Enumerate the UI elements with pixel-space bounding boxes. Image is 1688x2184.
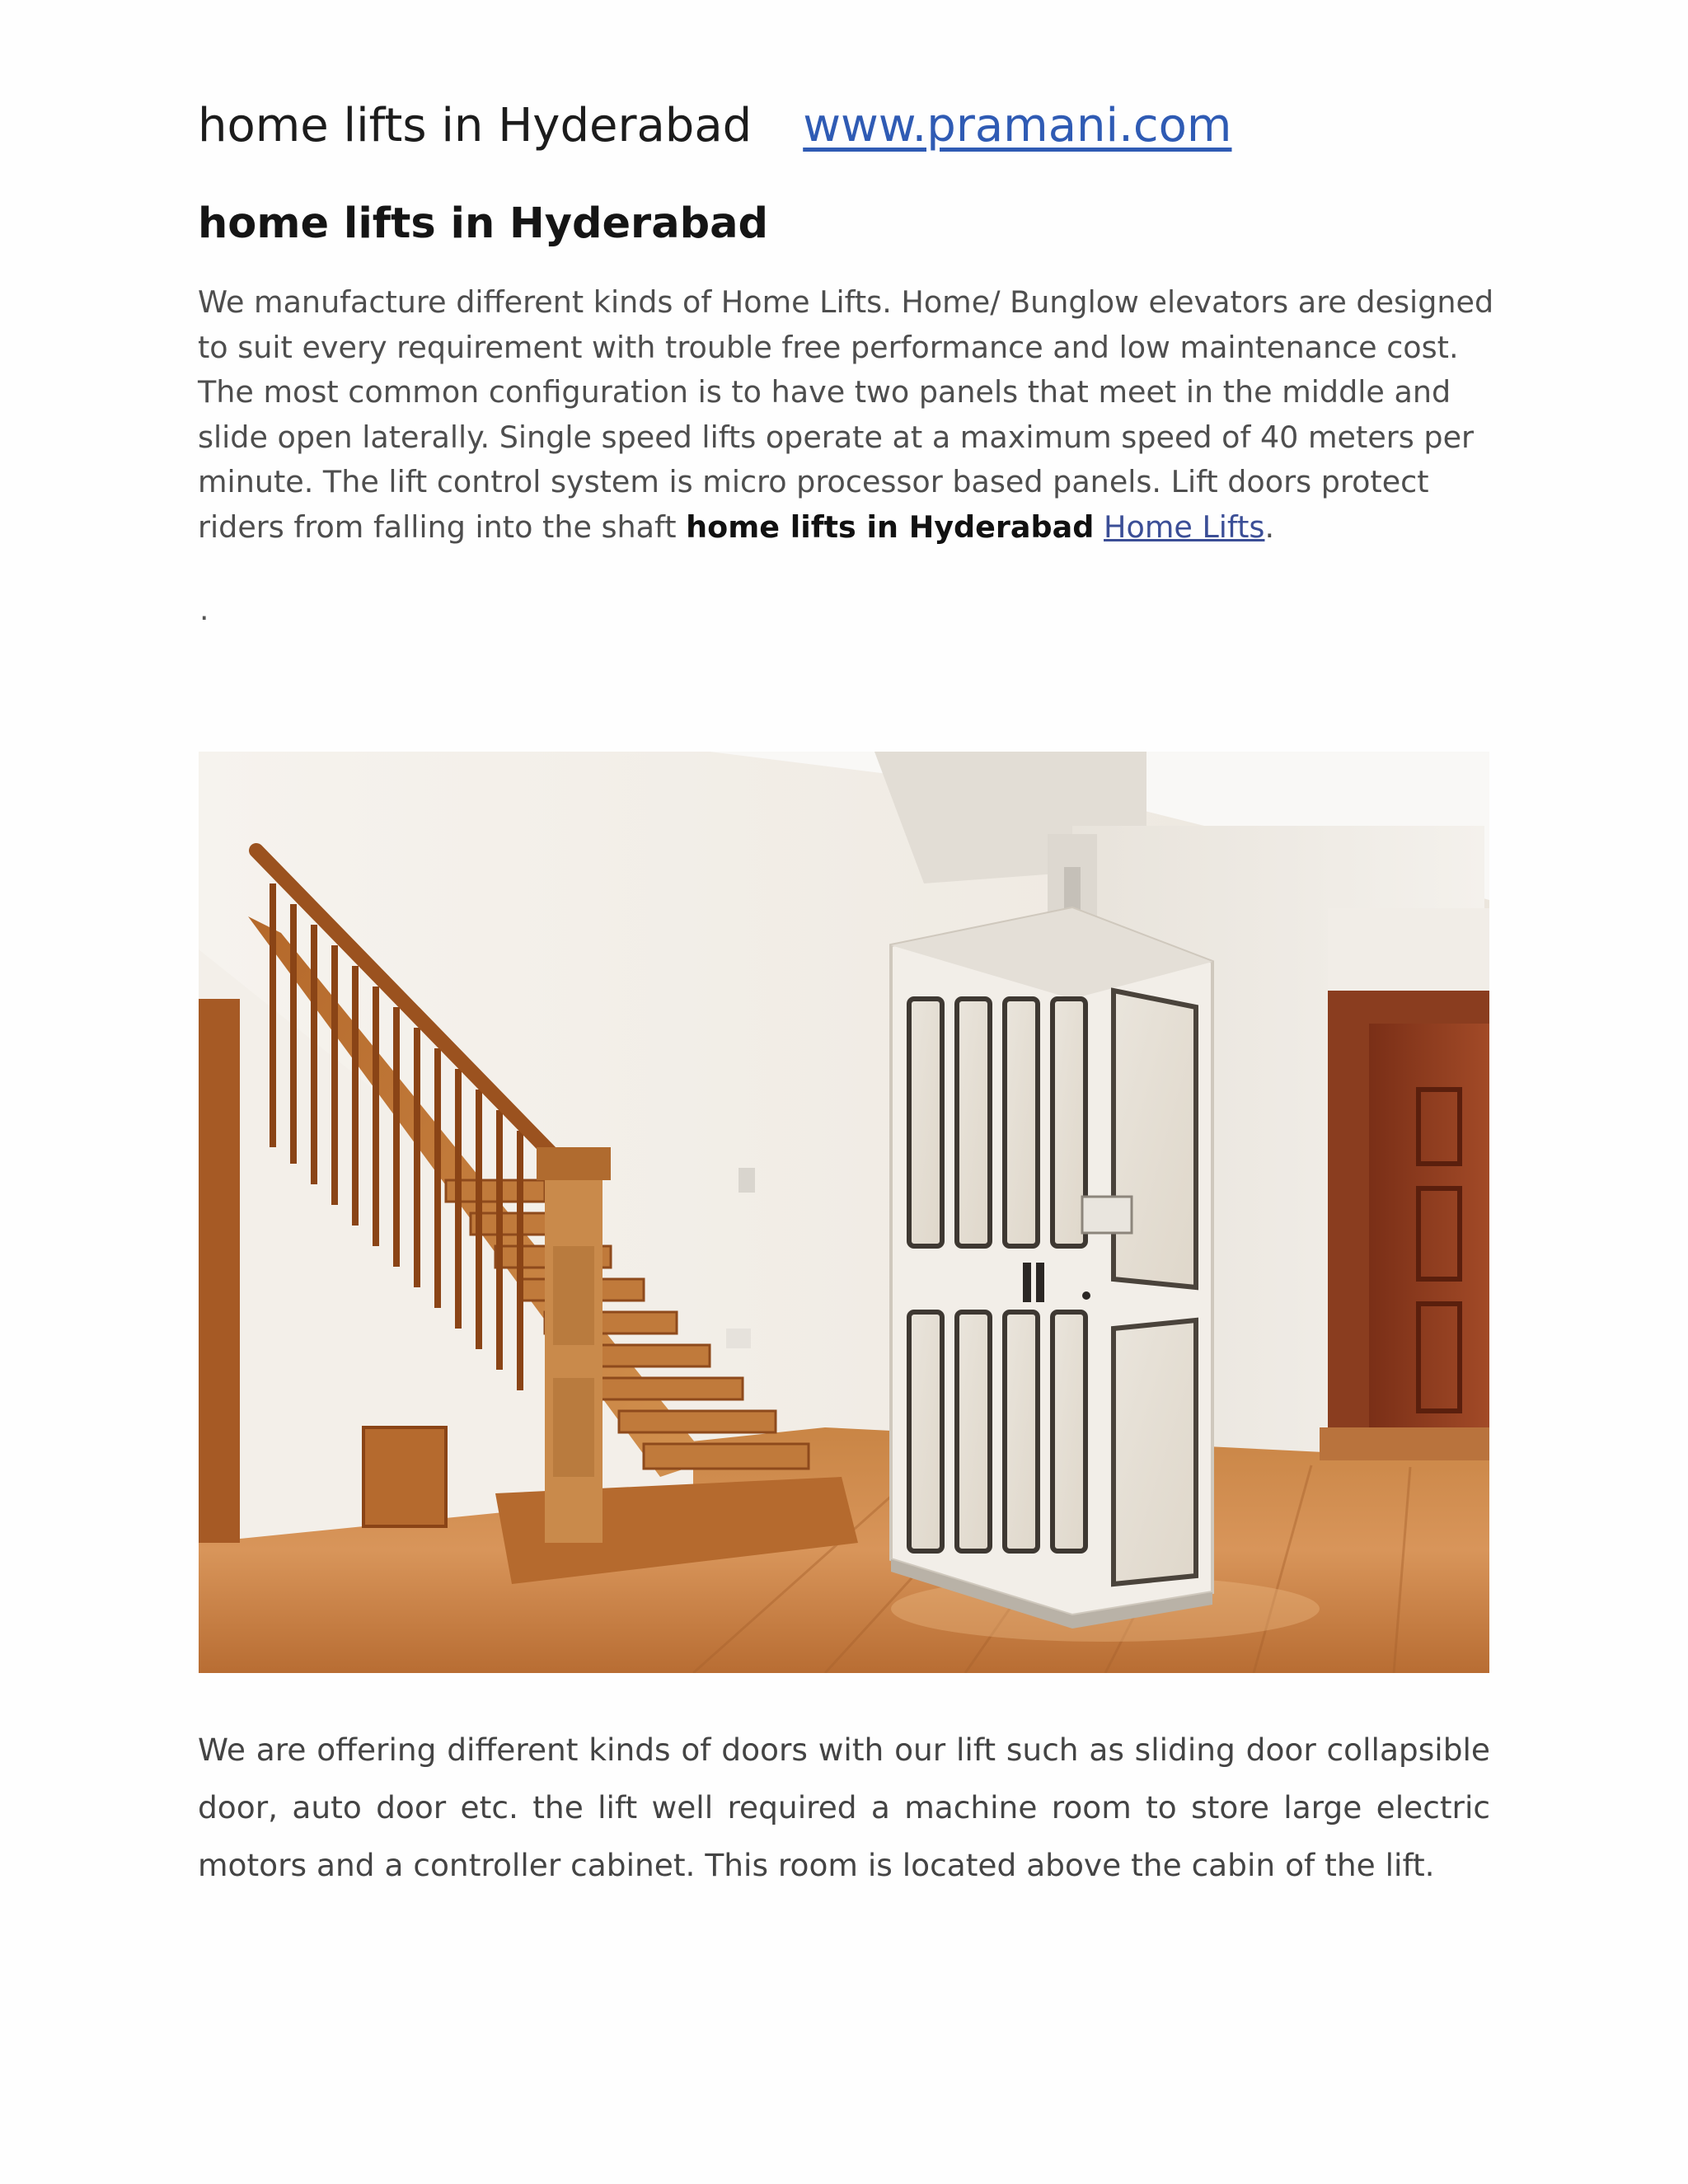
intro-bold-keyword: home lifts in Hyderabad — [686, 509, 1095, 545]
home-lift-interior-photo — [199, 752, 1489, 1673]
intro-period: . — [1264, 509, 1275, 545]
closing-paragraph: We are offering different kinds of doors with our lift such as sliding door collapsible door, auto door etc. the lift well required a machine room to store large electric motors and a controller cabinet. This room is located above the cabin of the lift. — [198, 1732, 1490, 1883]
article-heading: home lifts in Hyderabad — [198, 199, 769, 248]
intro-paragraph — [198, 280, 1500, 550]
website-link[interactable]: www.pramani.com — [803, 99, 1232, 152]
intro-text: We manufacture different kinds of Home Lifts. Home/ Bunglow elevators are designed to suit every requirement with trouble free performance and low maintenance cost. The most common configuration is to have two panels that meet in the middle and slide open laterally. Single speed lifts operate at a maximum speed of 40 meters per minute. The lift control system is micro processor based panels. Lift doors protect riders from falling into the shaft — [198, 284, 1494, 545]
header-title: home lifts in Hyderabad — [198, 99, 753, 152]
page-header — [198, 99, 1231, 173]
stray-dot: . — [199, 593, 209, 627]
home-lifts-link[interactable]: Home Lifts — [1104, 509, 1265, 545]
